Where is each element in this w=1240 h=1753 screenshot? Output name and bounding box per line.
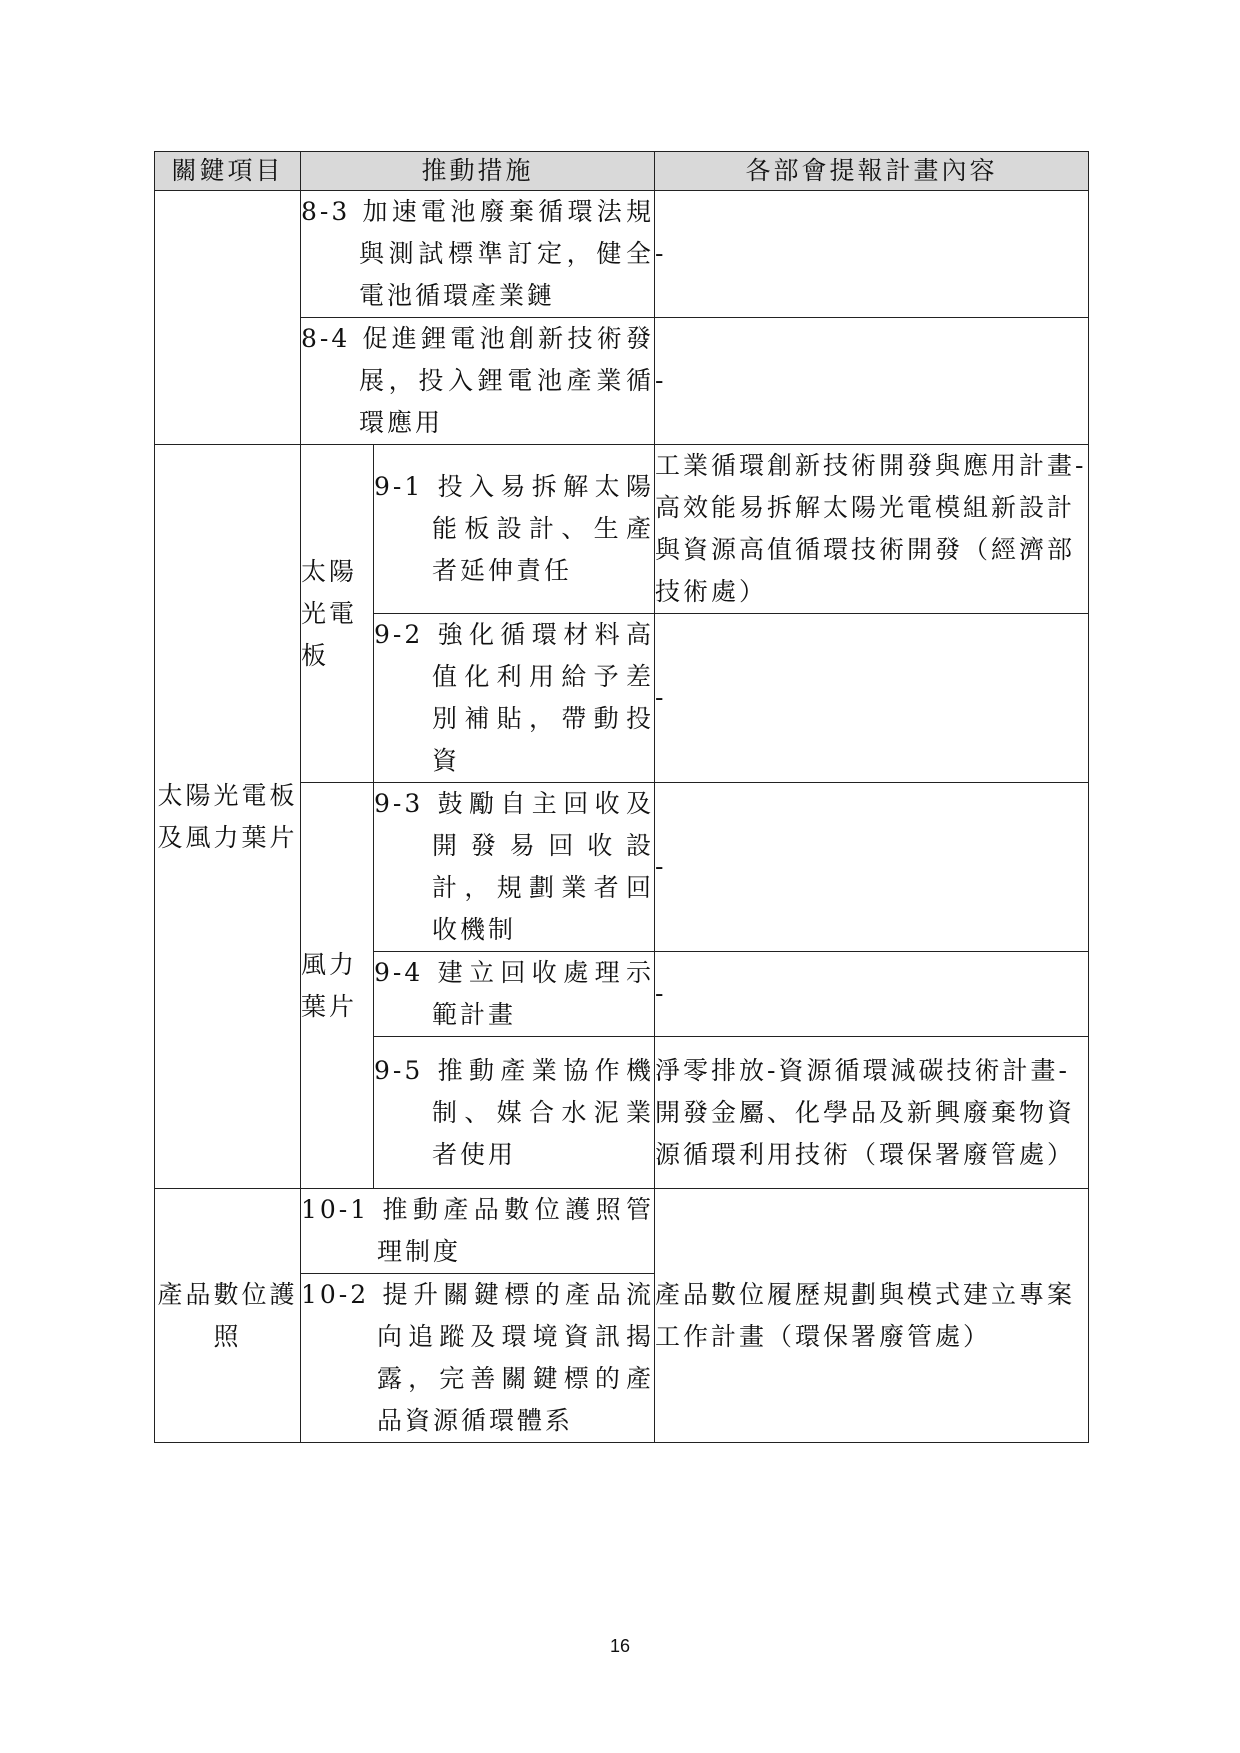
table-row	[155, 445, 1089, 614]
measure-10-2: 10-2 提升關鍵標的產品流向追蹤及環境資訊揭露，完善關鍵標的產品資源循環體系	[301, 1274, 655, 1443]
page-number: 16	[609, 1636, 631, 1656]
measure-9-1: 9-1 投入易拆解太陽能板設計、生產者延伸責任	[374, 445, 655, 614]
table-row	[155, 1189, 1089, 1274]
measure-8-3: 8-3 加速電池廢棄循環法規與測試標準訂定，健全電池循環產業鏈	[301, 191, 655, 318]
plan-9-2: -	[655, 614, 1089, 783]
measure-9-2: 9-2 強化循環材料高值化利用給予差別補貼，帶動投資	[374, 614, 655, 783]
table-row	[155, 191, 1089, 318]
plan-8-3: -	[655, 191, 1089, 318]
measure-8-4: 8-4 促進鋰電池創新技術發展，投入鋰電池產業循環應用	[301, 318, 655, 445]
header-measures: 推動措施	[301, 152, 655, 191]
plan-9-4: -	[655, 952, 1089, 1037]
plan-9-5: 淨零排放-資源循環減碳技術計畫-開發金屬、化學品及新興廢棄物資源循環利用技術（環保署廢管處）	[655, 1037, 1089, 1189]
measure-10-1: 10-1 推動產品數位護照管理制度	[301, 1189, 655, 1274]
sub-group-wind: 風力葉片	[301, 783, 374, 1189]
measure-9-3: 9-3 鼓勵自主回收及開發易回收設計，規劃業者回收機制	[374, 783, 655, 952]
measures-table	[154, 151, 1089, 1443]
plan-8-4: -	[655, 318, 1089, 445]
plan-10: 產品數位履歷規劃與模式建立專案工作計畫（環保署廢管處）	[655, 1189, 1089, 1443]
key-item-cell-empty	[155, 191, 301, 445]
plan-9-1: 工業循環創新技術開發與應用計畫-高效能易拆解太陽光電模組新設計與資源高值循環技術開發（經濟部技術處）	[655, 445, 1089, 614]
measure-9-5: 9-5 推動產業協作機制、媒合水泥業者使用	[374, 1037, 655, 1189]
plan-9-3: -	[655, 783, 1089, 952]
table-header-row	[155, 152, 1089, 191]
key-item-digital-passport: 產品數位護照	[155, 1189, 301, 1443]
measure-9-4: 9-4 建立回收處理示範計畫	[374, 952, 655, 1037]
key-item-solar-wind: 太陽光電板及風力葉片	[155, 445, 301, 1189]
sub-group-solar: 太陽光電板	[301, 445, 374, 783]
header-plans: 各部會提報計畫內容	[655, 152, 1089, 191]
header-key-item: 關鍵項目	[155, 152, 301, 191]
